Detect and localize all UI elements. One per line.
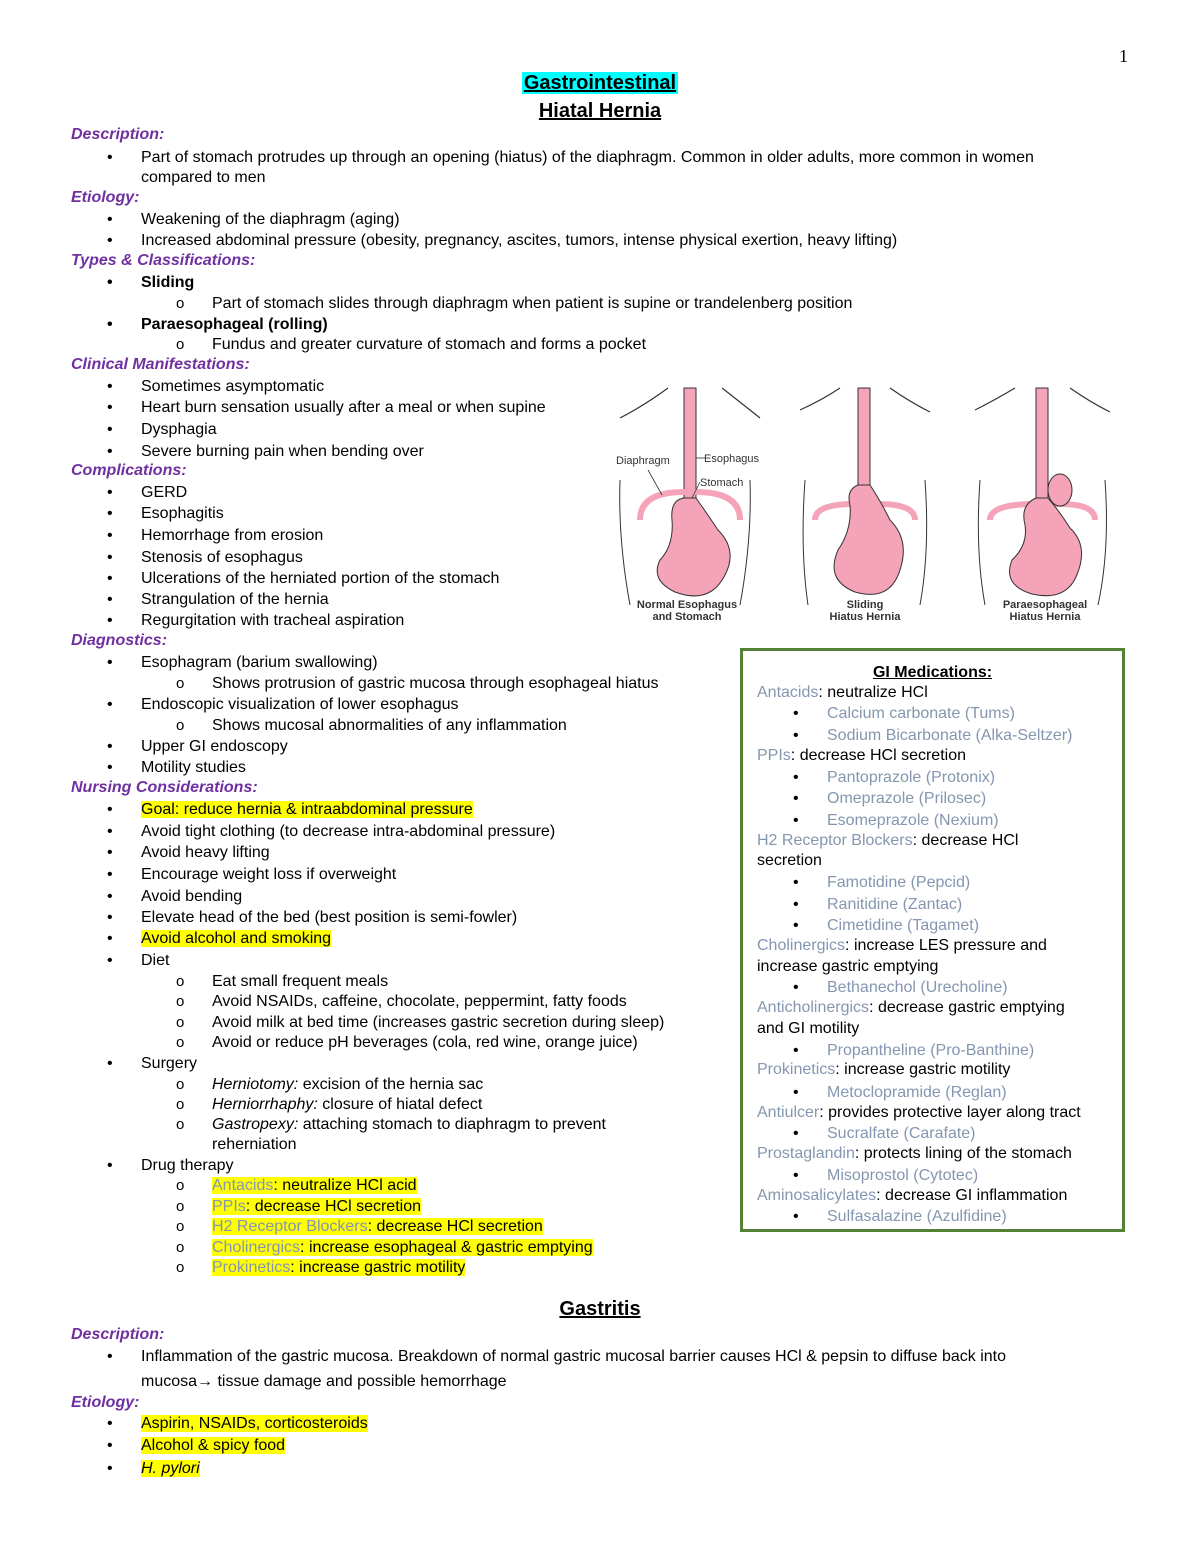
- diagnostic-subitem: o Shows mucosal abnormalities of any inflammation: [212, 716, 567, 736]
- diagnostic-item: • Motility studies: [141, 758, 246, 778]
- surgery-label: • Surgery: [141, 1054, 197, 1074]
- arrow-right-icon: →: [197, 1373, 214, 1390]
- document-title: [0, 72, 1200, 95]
- med-class-name: Aminosalicylates: [757, 1187, 877, 1204]
- figure-sliding-panel: [800, 388, 930, 623]
- nursing-item-text: Avoid alcohol and smoking: [141, 930, 332, 947]
- gastritis-description-2: [141, 1372, 507, 1392]
- figure-normal-panel: [616, 388, 760, 623]
- diagnostic-item: • Endoscopic visualization of lower esophagus: [141, 695, 459, 715]
- med-class-name: Antacids: [757, 684, 819, 701]
- figure-label-stomach: Stomach: [700, 477, 744, 489]
- drug-item: [212, 1217, 543, 1237]
- drug-effect: : decrease HCl secretion: [367, 1218, 543, 1235]
- med-class-aminosalicylates: [757, 1186, 1067, 1206]
- drug-effect: : increase esophageal & gastric emptying: [300, 1239, 593, 1256]
- drug-class: PPIs: [212, 1198, 246, 1215]
- gastritis-description-label: Description:: [71, 1326, 165, 1343]
- clinical-item: • Severe burning pain when bending over: [141, 442, 424, 462]
- med-class-effect: : decrease HCl secretion: [790, 747, 966, 764]
- med-item: • Omeprazole (Prilosec): [827, 789, 986, 809]
- description-text-2: compared to men: [141, 169, 266, 186]
- med-item: • Misoprostol (Cytotec): [827, 1166, 978, 1186]
- type-paraesophageal-detail: o Fundus and greater curvature of stomach and forms a pocket: [212, 335, 646, 355]
- gastritis-description-1: • Inflammation of the gastric mucosa. Breakdown of normal gastric mucosal barrier causes HCl & pepsin to diffuse back into: [141, 1347, 1006, 1367]
- drug-item-text: [212, 1177, 417, 1194]
- surgery-term: Gastropexy:: [212, 1116, 299, 1133]
- drug-therapy-label: • Drug therapy: [141, 1156, 234, 1176]
- drug-item-text: [212, 1198, 421, 1215]
- gastritis-etiology-text: Alcohol & spicy food: [141, 1437, 286, 1454]
- med-class-antiulcer: [757, 1103, 1081, 1123]
- drug-item: [212, 1176, 417, 1196]
- gastritis-etiology-item: [141, 1459, 200, 1479]
- drug-class: Antacids: [212, 1177, 274, 1194]
- drug-item-text: [212, 1259, 465, 1276]
- complications-label: Complications:: [71, 462, 187, 479]
- gastritis-etiology-item: [141, 1414, 368, 1434]
- med-class-effect: : decrease GI inflammation: [876, 1187, 1068, 1204]
- med-class-antacids: [757, 683, 928, 703]
- surgery-desc: attaching stomach to diaphragm to prevent: [298, 1116, 606, 1133]
- diagnostic-subitem: o Shows protrusion of gastric mucosa through esophageal hiatus: [212, 674, 658, 694]
- surgery-item: [212, 1075, 483, 1095]
- med-class-cholinergics-cont: increase gastric emptying: [757, 958, 939, 975]
- diagnostics-label: Diagnostics:: [71, 632, 168, 649]
- complication-item: • Hemorrhage from erosion: [141, 526, 323, 546]
- gastritis-etiology-label: Etiology:: [71, 1394, 140, 1411]
- complication-item: • GERD: [141, 483, 187, 503]
- drug-effect: : decrease HCl secretion: [245, 1198, 421, 1215]
- figure-caption-normal-2: and Stomach: [652, 611, 722, 623]
- med-class-prokinetics: [757, 1060, 1010, 1080]
- nursing-item: • Elevate head of the bed (best position is semi-fowler): [141, 908, 517, 928]
- surgery-item-continued: reherniation: [212, 1136, 297, 1153]
- document-title-text: Gastrointestinal: [523, 72, 677, 94]
- figure-caption-normal-1: Normal Esophagus: [636, 599, 738, 611]
- hiatal-hernia-figure: [600, 380, 1130, 630]
- surgery-term: Herniorrhaphy:: [212, 1096, 318, 1113]
- nursing-item: • Avoid heavy lifting: [141, 843, 270, 863]
- med-class-anticholinergics: [757, 998, 1065, 1018]
- etiology-item: • Increased abdominal pressure (obesity, pregnancy, ascites, tumors, intense physical exertion, heavy lifting): [141, 231, 897, 251]
- description-label: Description:: [71, 126, 165, 143]
- med-item: • Cimetidine (Tagamet): [827, 916, 979, 936]
- figure-caption-sliding-1: Sliding: [846, 599, 884, 611]
- figure-caption-paraesophageal-2: Hiatus Hernia: [1009, 611, 1081, 623]
- med-item: • Bethanechol (Urecholine): [827, 978, 1008, 998]
- med-class-name: Cholinergics: [757, 937, 846, 954]
- med-class-effect: : decrease gastric emptying: [869, 999, 1065, 1016]
- drug-class: Cholinergics: [212, 1239, 301, 1256]
- figure-caption-sliding-2: Hiatus Hernia: [829, 611, 901, 623]
- surgery-term: Herniotomy:: [212, 1076, 299, 1093]
- gastritis-etiology-text: H. pylori: [141, 1460, 200, 1477]
- etiology-label: Etiology:: [71, 189, 140, 206]
- gi-medications-box: [740, 648, 1125, 1232]
- clinical-item: • Sometimes asymptomatic: [141, 377, 324, 397]
- type-sliding-detail: o Part of stomach slides through diaphragm when patient is supine or trandelenberg position: [212, 294, 852, 314]
- surgery-item: [212, 1115, 606, 1135]
- type-sliding: • Sliding: [141, 273, 194, 293]
- drug-class: H2 Receptor Blockers: [212, 1218, 368, 1235]
- drug-class: Prokinetics: [212, 1259, 291, 1276]
- med-item: • Ranitidine (Zantac): [827, 895, 962, 915]
- med-class-name: H2 Receptor Blockers: [757, 832, 913, 849]
- figure-label-diaphragm: Diaphragm: [616, 455, 670, 467]
- med-class-h2: [757, 831, 1018, 851]
- gastritis-etiology-item: [141, 1436, 285, 1456]
- med-item: • Sulfasalazine (Azulfidine): [827, 1207, 1007, 1227]
- drug-item-text: [212, 1239, 593, 1256]
- clinical-item: • Heart burn sensation usually after a meal or when supine: [141, 398, 546, 418]
- figure-caption-paraesophageal-1: Paraesophageal: [1002, 599, 1088, 611]
- surgery-desc: excision of the hernia sac: [298, 1076, 484, 1093]
- page-number: 1: [1119, 46, 1128, 66]
- med-item: • Metoclopramide (Reglan): [827, 1083, 1007, 1103]
- med-item: • Sucralfate (Carafate): [827, 1124, 976, 1144]
- complication-item: • Regurgitation with tracheal aspiration: [141, 611, 404, 631]
- diagnostic-item: • Esophagram (barium swallowing): [141, 653, 378, 673]
- med-class-name: PPIs: [757, 747, 791, 764]
- med-class-effect: : increase gastric motility: [835, 1061, 1011, 1078]
- med-item: • Esomeprazole (Nexium): [827, 811, 999, 831]
- med-class-name: Antiulcer: [757, 1104, 820, 1121]
- drug-effect: : neutralize HCl acid: [273, 1177, 417, 1194]
- med-class-ppis: [757, 746, 966, 766]
- gastritis-description-2b: tissue damage and possible hemorrhage: [213, 1373, 507, 1390]
- nursing-item: • Encourage weight loss if overweight: [141, 865, 396, 885]
- med-item: • Sodium Bicarbonate (Alka-Seltzer): [827, 726, 1072, 746]
- med-class-effect: : increase LES pressure and: [845, 937, 1047, 954]
- drug-effect: : increase gastric motility: [290, 1259, 466, 1276]
- complication-item: • Ulcerations of the herniated portion of the stomach: [141, 569, 499, 589]
- section-heading-hiatal-hernia: Hiatal Hernia: [538, 100, 662, 122]
- med-item: • Pantoprazole (Protonix): [827, 768, 995, 788]
- complication-item: • Strangulation of the hernia: [141, 590, 329, 610]
- med-class-prostaglandin: [757, 1144, 1072, 1164]
- nursing-item: • Diet: [141, 951, 169, 971]
- description-text-1: • Part of stomach protrudes up through an opening (hiatus) of the diaphragm. Common in older adults, more common in women: [141, 148, 1034, 168]
- clinical-label: Clinical Manifestations:: [71, 356, 250, 373]
- nursing-label: Nursing Considerations:: [71, 779, 258, 796]
- med-item: • Calcium carbonate (Tums): [827, 704, 1015, 724]
- gastritis-etiology-text: Aspirin, NSAIDs, corticosteroids: [141, 1415, 368, 1432]
- section-heading-gastritis: Gastritis: [559, 1298, 641, 1320]
- med-item: • Propantheline (Pro-Banthine): [827, 1041, 1034, 1061]
- drug-item: [212, 1258, 465, 1278]
- diet-item: o Avoid milk at bed time (increases gastric secretion during sleep): [212, 1013, 664, 1033]
- nursing-item-text: Goal: reduce hernia & intraabdominal pressure: [141, 801, 473, 818]
- diagnostic-item: • Upper GI endoscopy: [141, 737, 288, 757]
- complication-item: • Stenosis of esophagus: [141, 548, 303, 568]
- clinical-item: • Dysphagia: [141, 420, 217, 440]
- diet-item: o Eat small frequent meals: [212, 972, 388, 992]
- drug-item-text: [212, 1218, 543, 1235]
- med-class-cholinergics: [757, 936, 1047, 956]
- med-class-anticholinergics-cont: and GI motility: [757, 1020, 860, 1037]
- gastritis-description-2a: mucosa: [141, 1373, 198, 1390]
- nursing-item: • Avoid bending: [141, 887, 242, 907]
- med-class-effect: : provides protective layer along tract: [819, 1104, 1081, 1121]
- med-class-h2-cont: secretion: [757, 852, 822, 869]
- med-class-name: Anticholinergics: [757, 999, 870, 1016]
- type-paraesophageal: • Paraesophageal (rolling): [141, 315, 328, 335]
- med-class-effect: : protects lining of the stomach: [854, 1145, 1072, 1162]
- med-class-effect: : neutralize HCl: [818, 684, 928, 701]
- med-item: • Famotidine (Pepcid): [827, 873, 970, 893]
- diet-item: o Avoid NSAIDs, caffeine, chocolate, peppermint, fatty foods: [212, 992, 627, 1012]
- surgery-desc: closure of hiatal defect: [317, 1096, 483, 1113]
- etiology-item: • Weakening of the diaphragm (aging): [141, 210, 400, 230]
- nursing-item: [141, 800, 473, 820]
- med-class-name: Prostaglandin: [757, 1145, 855, 1162]
- nursing-item: [141, 929, 331, 949]
- nursing-item: • Avoid tight clothing (to decrease intra-abdominal pressure): [141, 822, 555, 842]
- figure-label-esophagus: Esophagus: [704, 453, 760, 465]
- med-class-name: Prokinetics: [757, 1061, 836, 1078]
- diet-item: o Avoid or reduce pH beverages (cola, red wine, orange juice): [212, 1033, 638, 1053]
- figure-paraesophageal-panel: [975, 388, 1110, 623]
- complication-item: • Esophagitis: [141, 504, 224, 524]
- surgery-item: [212, 1095, 482, 1115]
- drug-item: [212, 1238, 593, 1258]
- drug-item: [212, 1197, 421, 1217]
- gi-medications-title: GI Medications:: [872, 664, 993, 681]
- med-class-effect: : decrease HCl: [912, 832, 1019, 849]
- types-label: Types & Classifications:: [71, 252, 256, 269]
